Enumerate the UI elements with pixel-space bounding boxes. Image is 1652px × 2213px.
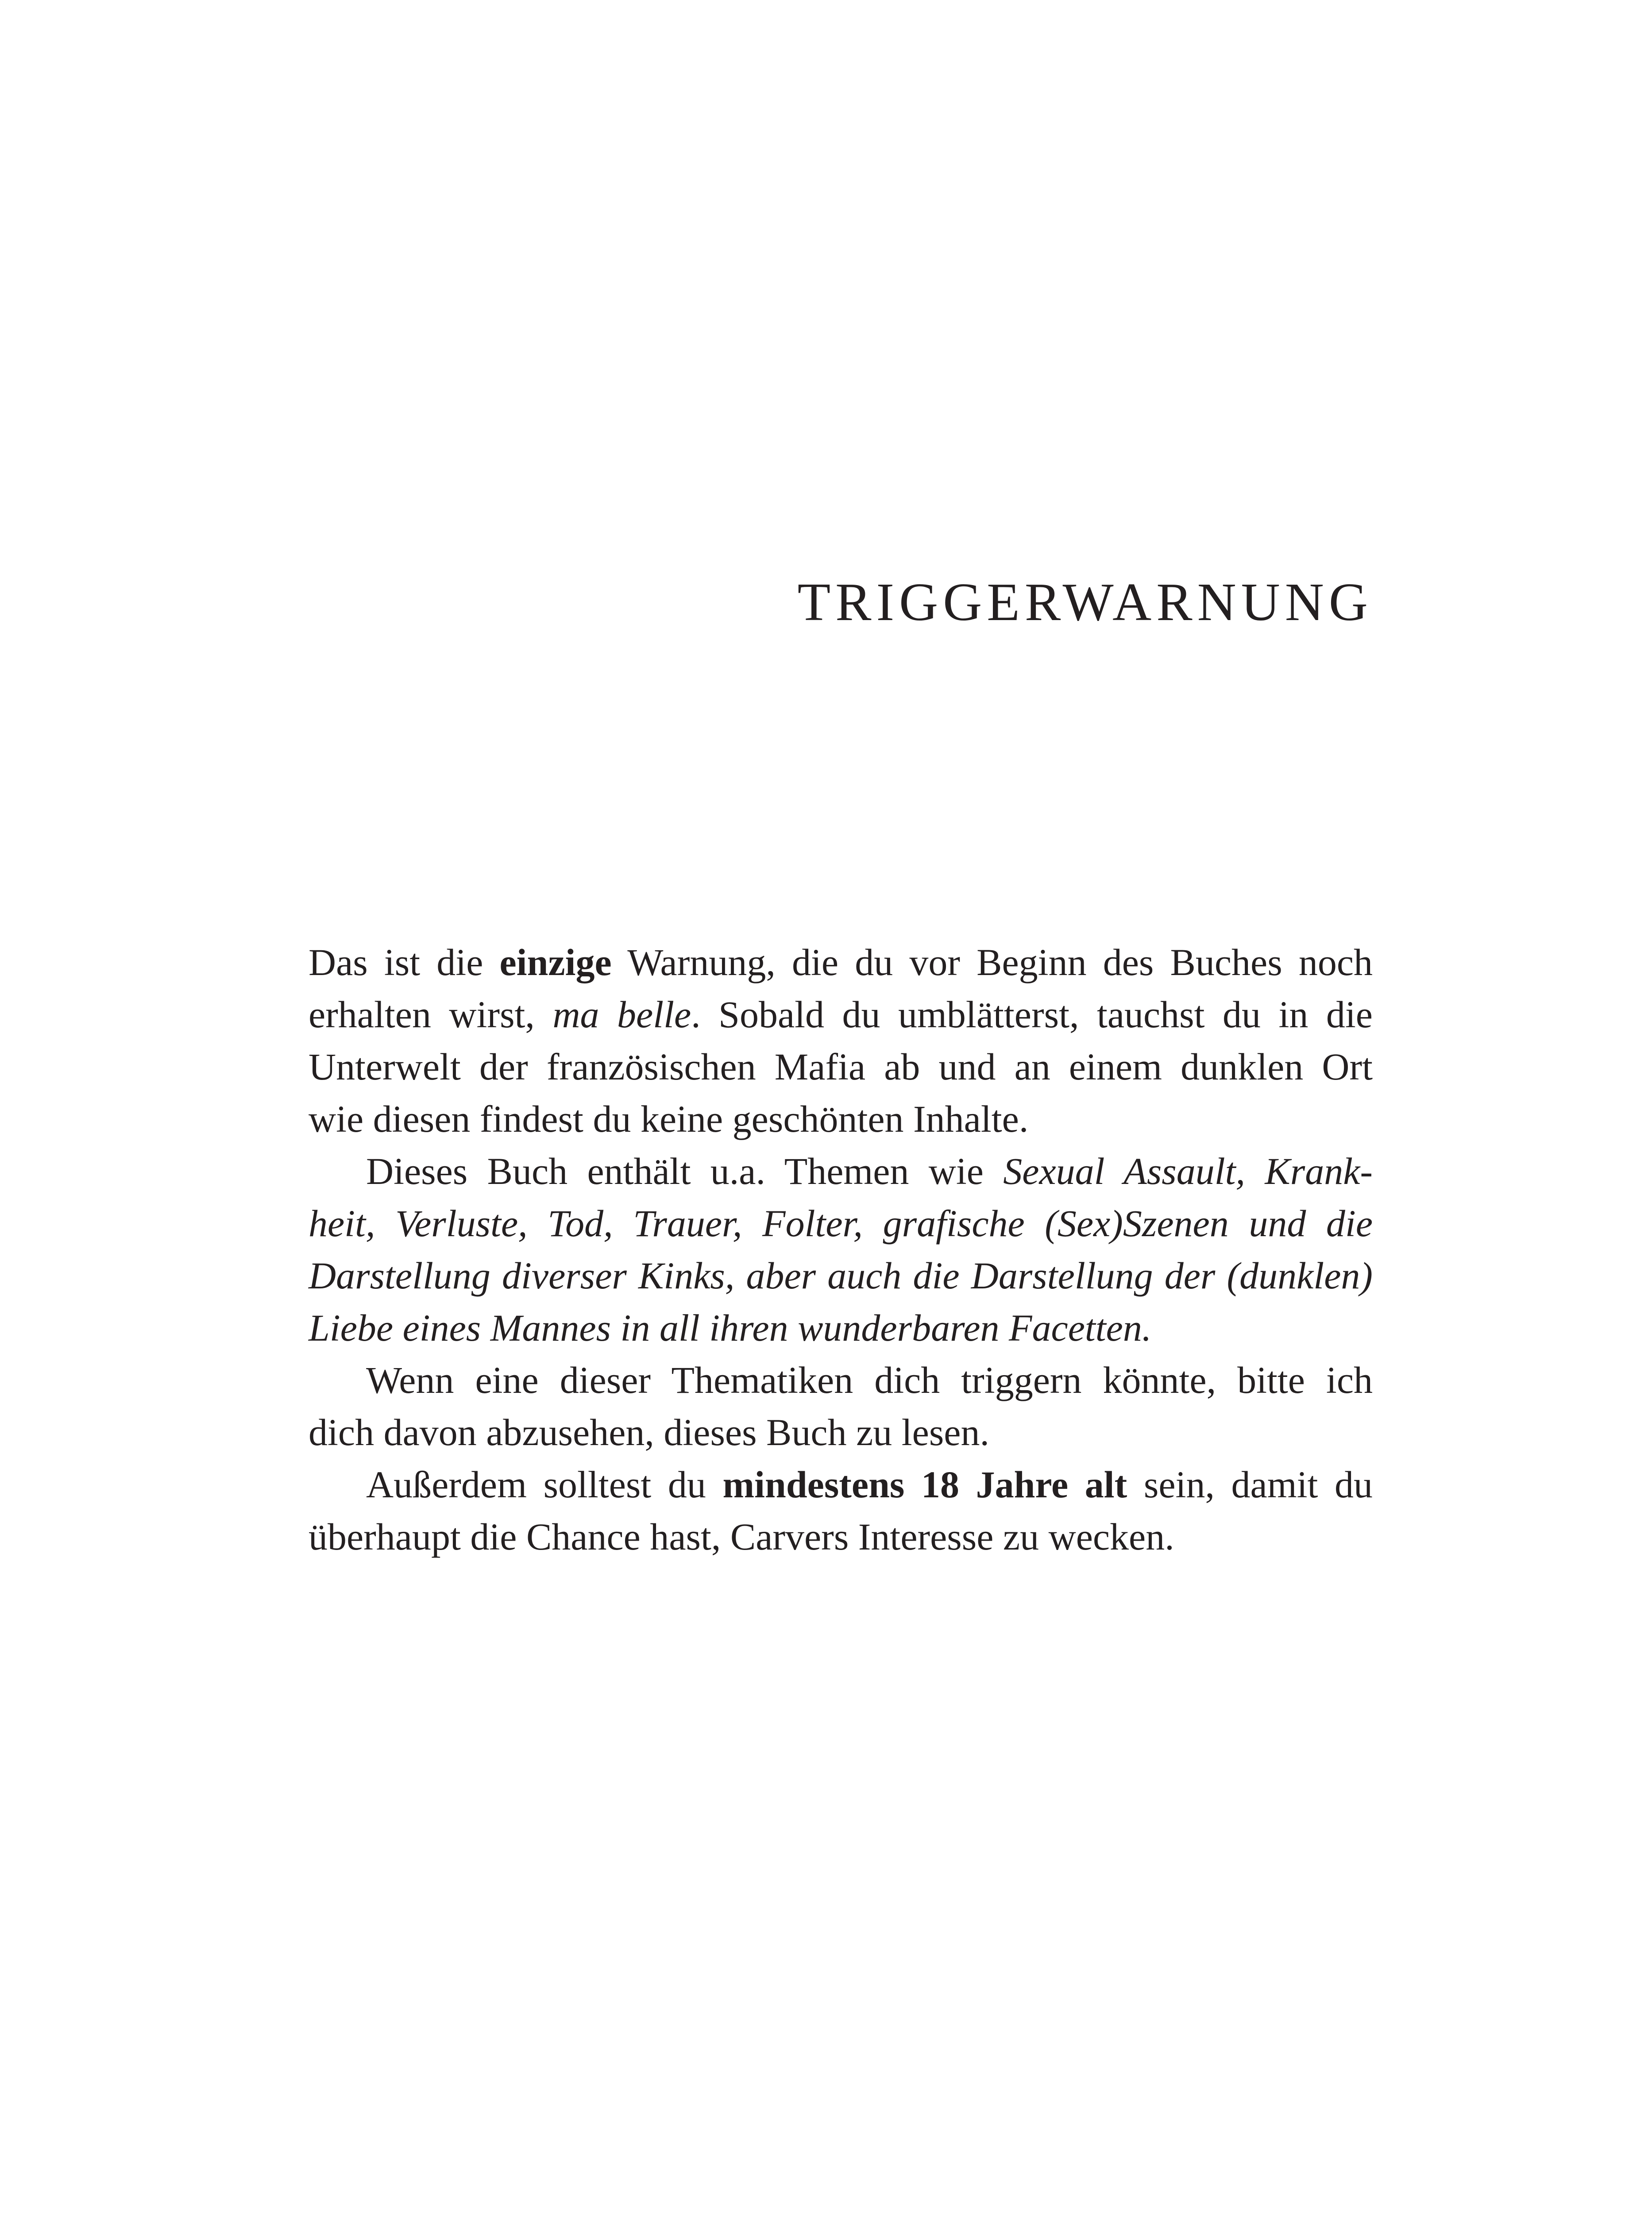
paragraph-1-line-2 — [309, 988, 1373, 1041]
text-span: Das ist die — [309, 941, 500, 983]
paragraph-2-line-4: Liebe eines Mannes in all ihren wunderbaren Facetten. — [309, 1307, 1152, 1349]
page-heading: TRIGGERWARNUNG — [797, 572, 1373, 632]
bold-emphasis: mindestens 18 Jahre alt — [722, 1463, 1127, 1506]
paragraph-4-line-1 — [309, 1458, 1373, 1511]
paragraph-2-line-2: heit, Verluste, Tod, Trauer, Folter, grafische (Sex)Szenen und die — [309, 1202, 1373, 1245]
text-span: Warnung, die du vor Beginn des Buches noch — [611, 941, 1373, 983]
paragraph-2-line-3: Darstellung diverser Kinks, aber auch die Darstellung der (dunklen) — [309, 1254, 1373, 1297]
paragraph-4-line-2: überhaupt die Chance hast, Carvers Interesse zu wecken. — [309, 1515, 1174, 1558]
text-span: sein, damit du — [1127, 1463, 1373, 1506]
bold-emphasis: einzige — [499, 941, 612, 983]
text-span: erhalten wirst, — [309, 993, 553, 1036]
paragraph-1-line-4: wie diesen findest du keine geschönten Inhalte. — [309, 1098, 1029, 1140]
text-span: Außerdem solltest du — [366, 1463, 723, 1506]
paragraph-3-line-1: Wenn eine dieser Thematiken dich triggern könnte, bitte ich — [366, 1359, 1373, 1401]
paragraph-1-line-3: Unterwelt der französischen Mafia ab und an einem dunklen Ort — [309, 1045, 1373, 1088]
text-span: . Sobald du umblätterst, tauchst du in die — [691, 993, 1373, 1036]
paragraph-3-line-2: dich davon abzusehen, dieses Buch zu lesen. — [309, 1411, 989, 1453]
text-span: Dieses Buch enthält u.a. Themen wie — [366, 1150, 1004, 1192]
paragraph-2-line-1 — [309, 1145, 1373, 1197]
italic-emphasis: Sexual Assault, Krank- — [1003, 1150, 1373, 1192]
italic-emphasis: ma belle — [552, 993, 691, 1036]
paragraph-1-line-1 — [309, 936, 1373, 988]
warning-text — [309, 936, 1373, 1563]
